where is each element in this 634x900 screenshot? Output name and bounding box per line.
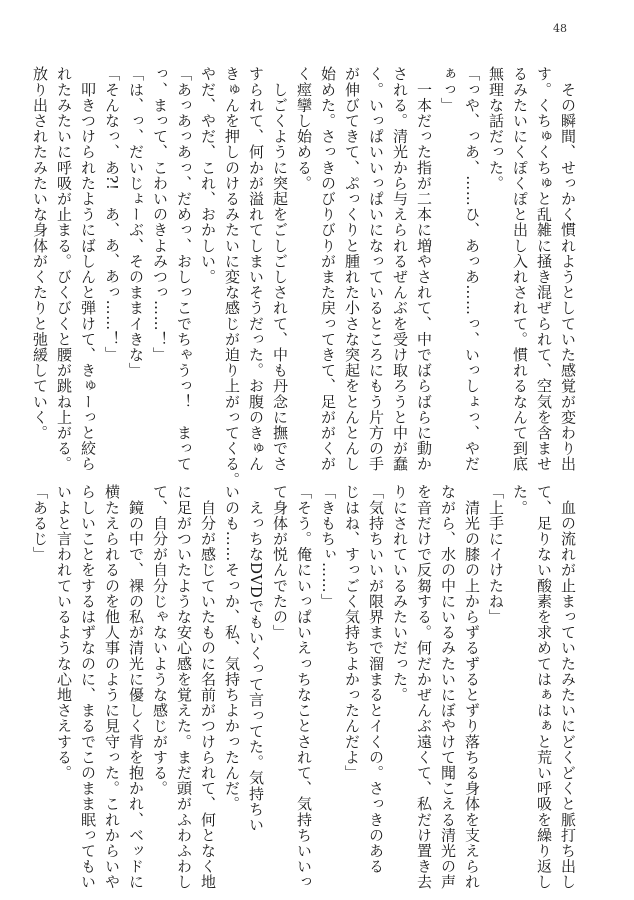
text-line: を音だけで反芻する。何だかぜんぶ遠くて、私だけ置き去 <box>415 484 433 890</box>
text-line: て身体が悦んでたの」 <box>271 484 289 640</box>
text-line: きゅんを押しのけるみたいに変な感じが迫り上がってくる。 <box>223 66 241 488</box>
text-line: される。清光から与えられるぜんぶを受け取ろうと中が蠢 <box>391 66 409 472</box>
text-line: 「は、っ、だいじょーぶ、そのままイきな」 <box>127 66 145 378</box>
text-line: ぁっ」 <box>439 66 457 113</box>
text-line: 「あっあっあっ、だめっ、おしっこでちゃうっ！ まって <box>175 66 193 472</box>
text-line: 血の流れが止まっていたみたいにどくどくと脈打ち出し <box>559 484 577 890</box>
text-line: く。いっぱいいっぱいになっているところにもう片方の手 <box>367 66 385 472</box>
text-line: るみたいにくぽくぽと出し入れされて。慣れるなんて到底 <box>511 66 529 472</box>
text-line: て、足りない酸素を求めてはぁはぁと荒い呼吸を繰り返し <box>535 484 553 890</box>
text-line: 始めた。さっきのびりびりがまた戻ってきて、足ががくが <box>319 66 337 472</box>
text-line: えっちなDVDでもいくって言ってた。気持ちい <box>247 484 265 833</box>
text-line: いのも……そっか、私、気持ちよかったんだ。 <box>223 484 241 812</box>
text-line: 「あるじ」 <box>31 484 49 562</box>
text-line: く痙攣し始める。 <box>295 66 313 191</box>
text-line: 横たえられるのを他人事のように見守った。これからいや <box>103 484 121 890</box>
text-line: りにされているみたいだった。 <box>391 484 409 703</box>
page-number: 48 <box>553 22 567 35</box>
text-line: やだ、やだ、これ、おかしい。 <box>199 66 217 285</box>
text-line: いよと言われているような心地さえする。 <box>55 484 73 781</box>
text-line: 「気持ちいいが限界まで溜まるとイくの。さっきのある <box>367 484 385 874</box>
text-block-bottom <box>31 484 580 890</box>
text-line: す。くちゅくちゅと乱雑に掻き混ぜられて、空気を含ませ <box>535 66 553 472</box>
text-line: 清光の膝の上からずるずるとずり落ちる身体を支えられ <box>463 484 481 890</box>
text-line: 「きもちぃ……」 <box>319 484 337 609</box>
text-line: 「そんなっ、あ?! あ、あ、あっ……！」 <box>103 66 121 363</box>
text-line: じはね、すっごく気持ちよかったんだよ」 <box>343 484 361 781</box>
text-block-top <box>31 66 580 488</box>
text-line: その瞬間、せっかく慣れようとしていた感覚が変わり出 <box>559 66 577 472</box>
text-line: 「上手にイけたね」 <box>487 484 505 625</box>
text-line: れたみたいに呼吸が止まる。びくびくと腰が跳ね上がる。 <box>55 66 73 472</box>
text-line: 「っや、っあ、……ひ、あっあ……っ、いっしょっ、やだ <box>463 66 481 472</box>
text-line: らしいことをするはずなのに、まるでこのまま眠ってもい <box>79 484 97 890</box>
text-line: 叩きつけられたようにばしんと弾けて、きゅーっと絞ら <box>79 66 97 472</box>
text-line: 一本だった指が二本に増やされて、中でばらばらに動か <box>415 66 433 472</box>
text-line: 自分が感じていたものに名前がつけられて、何となく地 <box>199 484 217 890</box>
text-line: て、自分が自分じゃないような感じがする。 <box>151 484 169 796</box>
text-line: た。 <box>511 484 529 516</box>
text-line: に足がついたような安心感を覚えた。まだ頭がふわふわし <box>175 484 193 890</box>
text-line: すられて、何かが溢れてしまいそうだった。お腹のきゅん <box>247 66 265 472</box>
text-line: しごくように突起をごしごしされて、中も丹念に撫でさ <box>271 66 289 472</box>
text-line: っ、まって、こわいのきよみつっ……！」 <box>151 66 169 363</box>
text-line: 放り出されたみたいな身体がくたりと弛緩していく。 <box>31 66 49 441</box>
text-line: 鏡の中で、裸の私が清光に優しく背を抱かれ、ベッドに <box>127 484 145 890</box>
text-line: 「そう。俺にいっぱいえっちなことされて、気持ちいいっ <box>295 484 313 890</box>
text-line: が伸びてきて、ぷっくりと腫れた小さな突起をとんとんし <box>343 66 361 472</box>
text-line: 無理な話だった。 <box>487 66 505 191</box>
text-line: ながら、水の中にいるみたいにぼやけて聞こえる清光の声 <box>439 484 457 890</box>
